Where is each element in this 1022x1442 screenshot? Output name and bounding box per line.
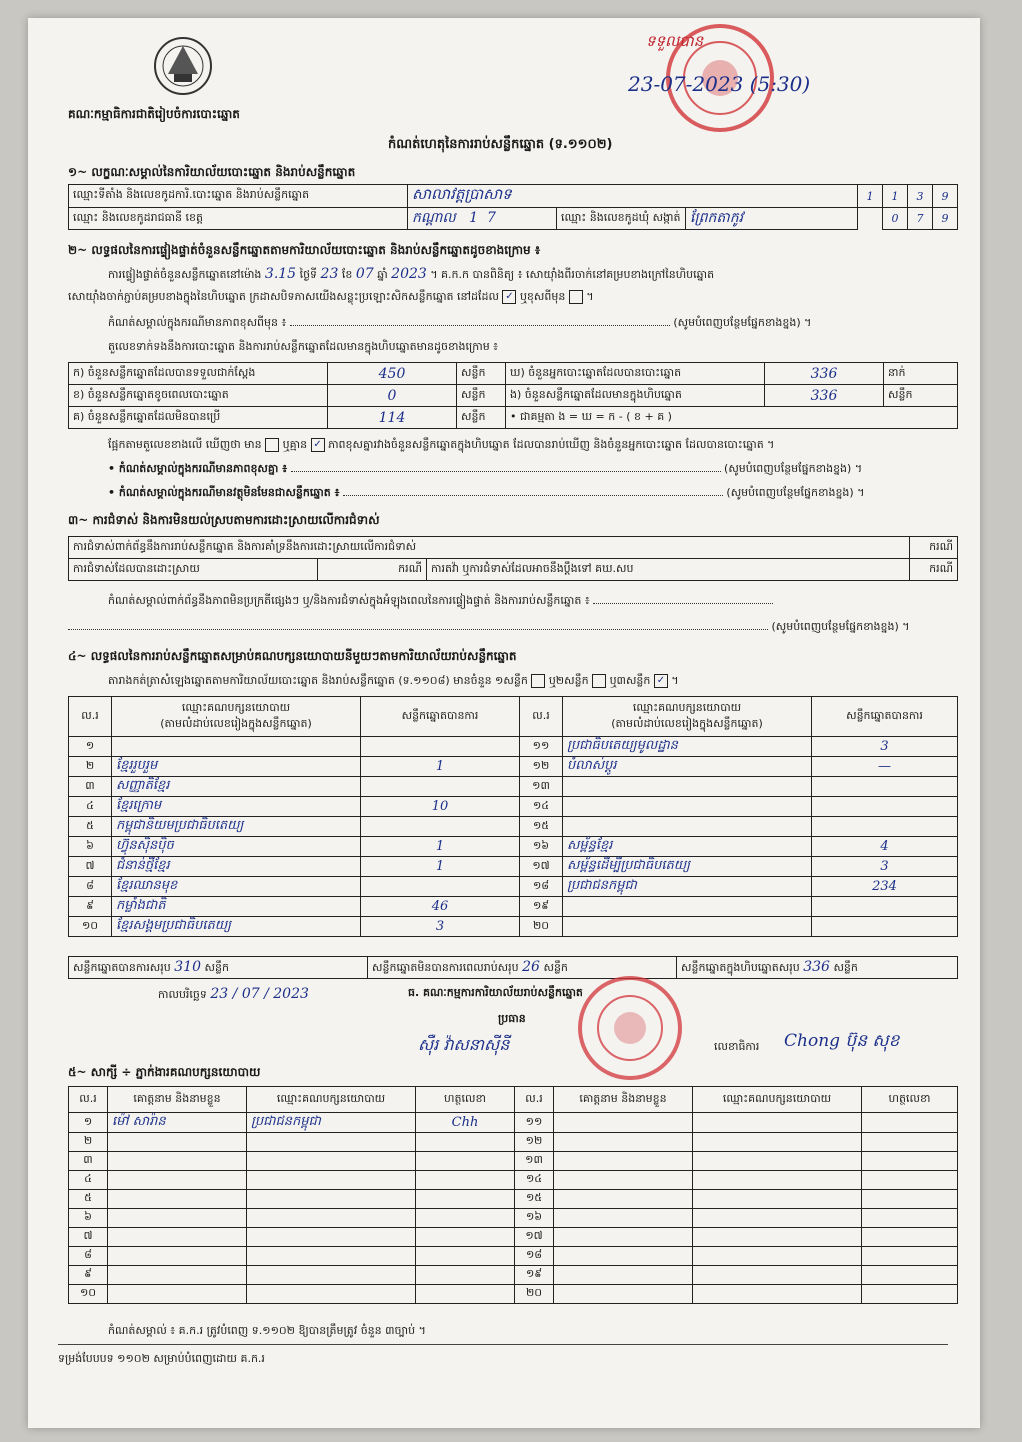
results-col-party-right: ឈ្មោះគណបក្សនយោបាយ (តាមលំដាប់លេខរៀងក្នុងសន្លឹកឆ្នោត) — [563, 697, 812, 737]
witness-signature — [416, 1152, 515, 1171]
witness-name — [108, 1171, 247, 1190]
location-code-4: 9 — [933, 185, 958, 208]
witness-party — [247, 1152, 416, 1171]
witness-signature — [862, 1228, 958, 1247]
table-row — [69, 1152, 958, 1171]
received-ballots-label: ក) ចំនួនសន្លឹកឆ្នោតដែលបានទទួលជាក់ស្តែង — [69, 363, 328, 385]
party-votes — [361, 777, 520, 797]
row-number: ១៣ — [520, 777, 563, 797]
witness-party — [247, 1247, 416, 1266]
witness-name — [554, 1228, 693, 1247]
party-name — [563, 817, 812, 837]
witness-party — [693, 1228, 862, 1247]
row-number: ២ — [69, 757, 112, 777]
section4-title: ៤~ លទ្ធផលនៃការរាប់សន្លឹកឆ្នោតសម្រាប់គណបក្សនយោបាយនីមួយៗតាមការិយាល័យរាប់សន្លឹកឆ្នោត — [68, 649, 517, 663]
witness-signature — [416, 1266, 515, 1285]
ballots-in-box-label: ង) ចំនួនសន្លឹកឆ្នោតដែលមានក្នុងហិបឆ្នោត — [506, 385, 765, 407]
witness-name — [108, 1228, 247, 1247]
party-name: សម្ព័ន្ធខ្មែរ — [563, 837, 812, 857]
location-value: សាលាវត្តប្រាសាទ — [408, 185, 858, 208]
party-votes — [812, 797, 958, 817]
irregularity-note: កំណត់សម្គាល់ពាក់ព័ន្ធនឹងភាពមិនប្រក្រតីផ្សេងៗ ឬ/និងការជំទាស់ក្នុងអំឡុងពេលនៃការផ្ទៀងផ្ទាត់ និងការរាប់សន្លឹកឆ្នោត ៖ — [108, 594, 968, 610]
witness-name — [554, 1247, 693, 1266]
witness-name — [554, 1171, 693, 1190]
chair-label: ប្រធាន — [498, 1012, 526, 1025]
row-number: ៥ — [69, 1190, 108, 1209]
objection-related-unit: ករណី — [909, 537, 957, 559]
party-name: ខ្មែរឈានមុខ — [112, 877, 361, 897]
secretary-signature: Chong ប៊ុន សុខ — [784, 1031, 900, 1051]
witness-party — [693, 1190, 862, 1209]
witness-name — [554, 1266, 693, 1285]
row-number: ១ — [69, 737, 112, 757]
row-number: ៩ — [69, 897, 112, 917]
table-row — [69, 797, 958, 817]
section1-title: ១~ លក្ខណៈសម្គាល់នៃការិយាល័យបោះឆ្នោត និងរាប់សន្លឹកឆ្នោត — [68, 165, 356, 179]
witness-name — [108, 1266, 247, 1285]
one-sheet-checkbox[interactable] — [531, 674, 545, 688]
row-number: ៦ — [69, 837, 112, 857]
witness-party — [693, 1152, 862, 1171]
results-col-votes-left: សន្លឹកឆ្នោតបានការ — [361, 697, 520, 737]
party-results-table — [68, 696, 958, 937]
party-votes: 4 — [812, 837, 958, 857]
party-name — [112, 737, 361, 757]
location-code-3: 3 — [908, 185, 933, 208]
discrepancy-note: • កំណត់សម្គាល់ក្នុងករណីមានភាពខុសគ្នា ៖ (សូមបំពេញបន្ថែមផ្នែកខាងខ្នង) ។ — [108, 462, 863, 475]
objection-table — [68, 536, 958, 581]
unused-ballots-unit: សន្លឹក — [457, 407, 506, 429]
party-votes: 3 — [812, 857, 958, 877]
party-name: កម្លាំងជាតិ — [112, 897, 361, 917]
voters-label: ឃ) ចំនួនអ្នកបោះឆ្នោតដែលបានបោះឆ្នោត — [506, 363, 765, 385]
witness-signature — [862, 1266, 958, 1285]
province-value: កណ្តាល 1 7 — [408, 208, 557, 230]
row-number: ១៦ — [520, 837, 563, 857]
witness-signature — [416, 1247, 515, 1266]
witness-signature — [416, 1209, 515, 1228]
witness-party — [247, 1133, 416, 1152]
difference-note-line: កំណត់សម្គាល់ក្នុងករណីមានភាពខុសពីមុន ៖ (សូមបំពេញបន្ថែមផ្នែកខាងខ្នង) ។ — [108, 316, 812, 329]
spoiled-ballots-value: 0 — [328, 385, 457, 407]
objection-resolved-unit: ករណី — [318, 559, 427, 581]
row-number: ៥ — [69, 817, 112, 837]
total-invalid: សន្លឹកឆ្នោតមិនបានការពេលរាប់សរុប 26 សន្លឹក — [368, 957, 677, 979]
witness-body — [69, 1113, 958, 1304]
row-number: ២ — [69, 1133, 108, 1152]
witness-party: ប្រជាជនកម្ពុជា — [247, 1113, 416, 1133]
witness-name — [554, 1209, 693, 1228]
party-votes — [812, 777, 958, 797]
commune-code-1: 0 — [883, 208, 908, 230]
party-name: ខ្មែរក្រោម — [112, 797, 361, 817]
table-row — [69, 917, 958, 937]
commune-label: ឈ្មោះ និងលេខកូដឃុំ សង្កាត់ — [557, 208, 686, 230]
total-valid: សន្លឹកឆ្នោតបានការសរុប 310 សន្លឹក — [69, 957, 368, 979]
secretary-label: លេខាធិការ — [714, 1040, 760, 1053]
row-number: ១៣ — [515, 1152, 554, 1171]
row-number: ១២ — [515, 1133, 554, 1152]
party-votes — [812, 897, 958, 917]
witness-party — [247, 1285, 416, 1304]
table-row — [69, 757, 958, 777]
row-number: ៨ — [69, 1247, 108, 1266]
table-row — [69, 877, 958, 897]
totals-row — [68, 956, 958, 979]
witness-signature — [862, 1133, 958, 1152]
commune-code-2: 7 — [908, 208, 933, 230]
party-name — [563, 777, 812, 797]
row-number: ១៨ — [515, 1247, 554, 1266]
witness-party — [693, 1133, 862, 1152]
row-number: ៣ — [69, 1152, 108, 1171]
party-votes: 1 — [361, 757, 520, 777]
witness-signature — [862, 1190, 958, 1209]
party-name: ប្រជាជនកម្ពុជា — [563, 877, 812, 897]
witness-name — [108, 1133, 247, 1152]
committee-stamp-icon — [568, 973, 698, 1083]
row-number: ១ — [69, 1113, 108, 1133]
party-votes: — — [812, 757, 958, 777]
party-votes: 3 — [361, 917, 520, 937]
row-number: ២០ — [515, 1285, 554, 1304]
table-row — [69, 1190, 958, 1209]
results-col-no-right: ល.រ — [520, 697, 563, 737]
witness-col-sign-right: ហត្ថលេខា — [862, 1087, 958, 1113]
footer-divider — [58, 1344, 948, 1345]
section5-title: ៥~ សាក្សី ÷ ភ្នាក់ងារគណបក្សនយោបាយ — [68, 1065, 261, 1079]
location-code-2: 1 — [883, 185, 908, 208]
witness-name — [554, 1113, 693, 1133]
witness-party — [693, 1247, 862, 1266]
witness-signature — [416, 1228, 515, 1247]
row-number: ១៧ — [515, 1228, 554, 1247]
party-name — [563, 797, 812, 817]
party-votes — [361, 877, 520, 897]
stamp-received-text: ទទួលបាន — [646, 32, 704, 50]
party-votes: 1 — [361, 837, 520, 857]
witness-party — [247, 1266, 416, 1285]
party-votes — [361, 737, 520, 757]
witness-signature — [416, 1285, 515, 1304]
witness-col-party-right: ឈ្មោះគណបក្សនយោបាយ — [693, 1087, 862, 1113]
row-number: ១៩ — [520, 897, 563, 917]
witness-signature: Chh — [416, 1113, 515, 1133]
nec-emblem-icon — [148, 34, 218, 98]
witness-signature — [862, 1285, 958, 1304]
party-name: ខ្មែររួបរួម — [112, 757, 361, 777]
row-number: ១១ — [520, 737, 563, 757]
commune-code-3: 9 — [933, 208, 958, 230]
witness-signature — [416, 1190, 515, 1209]
ballot-count-table — [68, 362, 958, 429]
party-votes: 234 — [812, 877, 958, 897]
appeal-unit: ករណី — [909, 559, 957, 581]
witness-col-party-left: ឈ្មោះគណបក្សនយោបាយ — [247, 1087, 416, 1113]
party-votes — [361, 817, 520, 837]
row-number: ៦ — [69, 1209, 108, 1228]
location-table — [68, 184, 958, 230]
location-code-1: 1 — [858, 185, 883, 208]
witness-party — [693, 1113, 862, 1133]
row-number: ១០ — [69, 1285, 108, 1304]
party-votes — [812, 817, 958, 837]
table-row — [69, 837, 958, 857]
witness-col-sign-left: ហត្ថលេខា — [416, 1087, 515, 1113]
row-number: ៧ — [69, 1228, 108, 1247]
row-number: ១៤ — [520, 797, 563, 817]
table-row — [69, 1171, 958, 1190]
committee-label: ធ. គណៈកម្មការការិយាល័យរាប់សន្លឹកឆ្នោត — [408, 986, 583, 999]
row-number: ៣ — [69, 777, 112, 797]
unused-ballots-label: គ) ចំនួនសន្លឹកឆ្នោតដែលមិនបានប្រើ — [69, 407, 328, 429]
form-footer: ទម្រង់បែបបទ ១១០២ សម្រាប់បំពេញដោយ គ.ក.រ — [58, 1352, 265, 1365]
received-ballots-unit: សន្លឹក — [457, 363, 506, 385]
party-votes: 10 — [361, 797, 520, 817]
voters-value: 336 — [765, 363, 884, 385]
voters-unit: នាក់ — [884, 363, 958, 385]
party-votes: 46 — [361, 897, 520, 917]
witness-party — [693, 1285, 862, 1304]
chair-signature: ស៊ឺរ វ៉ាសនាស៊ីនី — [418, 1035, 510, 1054]
table-row — [69, 1285, 958, 1304]
objection-resolved-label: ការជំទាស់ដែលបានដោះស្រាយ — [69, 559, 318, 581]
witness-signature — [862, 1113, 958, 1133]
party-name: សម្ព័ន្ធដើម្បីប្រជាធិបតេយ្យ — [563, 857, 812, 877]
appeal-label: ការតវ៉ា ឬការជំទាស់ដែលអាចនឹងប្តឹងទៅ គឃ.សប — [427, 559, 910, 581]
spoiled-ballots-unit: សន្លឹក — [457, 385, 506, 407]
two-sheets-checkbox[interactable] — [592, 674, 606, 688]
table-row — [69, 1133, 958, 1152]
results-col-no-left: ល.រ — [69, 697, 112, 737]
results-col-votes-right: សន្លឹកឆ្នោតបានការ — [812, 697, 958, 737]
table-row — [69, 897, 958, 917]
spoiled-ballots-label: ខ) ចំនួនសន្លឹកឆ្នោតខូចពេលបោះឆ្នោត — [69, 385, 328, 407]
witness-name — [108, 1209, 247, 1228]
witness-name — [554, 1285, 693, 1304]
party-votes — [812, 917, 958, 937]
witness-party — [247, 1190, 416, 1209]
witness-party — [247, 1171, 416, 1190]
table-row — [69, 777, 958, 797]
table-row — [69, 1247, 958, 1266]
party-name: សញ្ញាតិខ្មែរ — [112, 777, 361, 797]
results-col-party-left: ឈ្មោះគណបក្សនយោបាយ (តាមលំដាប់លេខរៀងក្នុងសន្លឹកឆ្នោត) — [112, 697, 361, 737]
row-number: ១៦ — [515, 1209, 554, 1228]
row-number: ១៧ — [520, 857, 563, 877]
count-date: កាលបរិច្ឆេទ 23 / 07 / 2023 — [158, 986, 309, 1002]
witness-name — [108, 1285, 247, 1304]
witness-col-name-left: គោត្តនាម និងនាមខ្លួន — [108, 1087, 247, 1113]
witness-name — [108, 1247, 247, 1266]
witness-table — [68, 1086, 958, 1304]
agency-name: គណៈកម្មាធិការជាតិរៀបចំការបោះឆ្នោត — [68, 107, 240, 121]
witness-name — [108, 1190, 247, 1209]
witness-name — [554, 1133, 693, 1152]
form-title: កំណត់ហេតុនៃការរាប់សន្លឹកឆ្នោត (ទ.១១០២) — [388, 137, 613, 152]
discrepancy-no-checkbox[interactable]: ✓ — [311, 438, 325, 452]
witness-col-no-left: ល.រ — [69, 1087, 108, 1113]
witness-party — [693, 1266, 862, 1285]
party-name: បំលាស់ប្តូរ — [563, 757, 812, 777]
party-votes: 3 — [812, 737, 958, 757]
row-number: ២០ — [520, 917, 563, 937]
witness-signature — [862, 1171, 958, 1190]
witness-party — [247, 1209, 416, 1228]
table-row — [69, 817, 958, 837]
witness-signature — [862, 1247, 958, 1266]
commune-value: ព្រែកតាកូវ — [686, 208, 858, 230]
witness-party — [693, 1171, 862, 1190]
unused-ballots-value: 114 — [328, 407, 457, 429]
ballots-in-box-unit: សន្លឹក — [884, 385, 958, 407]
witness-col-no-right: ល.រ — [515, 1087, 554, 1113]
witness-name — [554, 1190, 693, 1209]
section3-title: ៣~ ការជំទាស់ និងការមិនយល់ស្របតាមការដោះស្រាយលើការជំទាស់ — [68, 513, 380, 527]
row-number: ១៨ — [520, 877, 563, 897]
table-row — [69, 737, 958, 757]
different-checkbox[interactable] — [569, 290, 583, 304]
witness-col-name-right: គោត្តនាម និងនាមខ្លួន — [554, 1087, 693, 1113]
row-number: ៨ — [69, 877, 112, 897]
row-number: ៤ — [69, 797, 112, 817]
table-intro: តួលេខទាក់ទងនឹងការបោះឆ្នោត និងការរាប់សន្លឹកឆ្នោតដែលមានក្នុងហិបឆ្នោតមានដូចខាងក្រោម ៖ — [108, 340, 499, 353]
witness-party — [247, 1228, 416, 1247]
footnote: កំណត់សម្គាល់ ៖ គ.ក.រ ត្រូវបំពេញ ទ.១១០២ ឱ្យបានត្រឹមត្រូវ ចំនួន ៣ច្បាប់ ។ — [108, 1324, 426, 1337]
row-number: ៧ — [69, 857, 112, 877]
row-number: ៤ — [69, 1171, 108, 1190]
witness-name — [108, 1152, 247, 1171]
stamp-received-date: 23-07-2023 (5:30) — [628, 72, 811, 96]
row-number: ១០ — [69, 917, 112, 937]
table-row — [69, 1209, 958, 1228]
witness-signature — [862, 1209, 958, 1228]
witness-party — [693, 1209, 862, 1228]
row-number: ១៥ — [520, 817, 563, 837]
table-row — [69, 1228, 958, 1247]
row-number: ១២ — [520, 757, 563, 777]
discrepancy-check-line: ផ្អែកតាមតួលេខខាងលើ ឃើញថា មាន ឬគ្មាន ✓ ភាពខុសគ្នារវាងចំនួនសន្លឹកឆ្នោតក្នុងហិបឆ្នោត ដែលបានរាប់ឃើញ និងចំនួនអ្នកបោះឆ្នោត ដែលបានបោះឆ្នោត ។ — [108, 438, 775, 451]
party-votes: 1 — [361, 857, 520, 877]
verification-line-2: សោយ៉ាំងចាក់ភ្ជាប់គម្របខាងក្នុងនៃហិបឆ្នោត ក្រដាសបិទភាសយើងសន្លុះប្រឡោះសិកសន្លឹកឆ្នោត នៅដដែល ✓ ឬខុសពីមុន ។ — [68, 290, 594, 303]
party-name: ហ៊្វុនស៊ិនប៉ិច — [112, 837, 361, 857]
witness-signature — [862, 1152, 958, 1171]
witness-signature — [416, 1171, 515, 1190]
party-name: កម្ពុជានិយមប្រជាធិបតេយ្យ — [112, 817, 361, 837]
table-row — [69, 1266, 958, 1285]
three-sheets-checkbox[interactable]: ✓ — [654, 674, 668, 688]
tally-sheet-line: តារាងកត់ត្រាសំឡេងឆ្នោតតាមការិយាល័យបោះឆ្នោត និងរាប់សន្លឹកឆ្នោត (ទ.១១០៨) មានចំនួន ១សន្លឹក ឬ២សន្លឹក ឬ៣សន្លឹក ✓ ។ — [108, 674, 679, 687]
discrepancy-yes-checkbox[interactable] — [265, 438, 279, 452]
witness-name — [554, 1152, 693, 1171]
party-results-body — [69, 737, 958, 937]
party-name: ជំនាន់ថ្មីខ្មែរ — [112, 857, 361, 877]
foreign-object-note: • កំណត់សម្គាល់ក្នុងករណីមានវត្ថុមិនមែនជាសន្លឹកឆ្នោត ៖ (សូមបំពេញបន្ថែមផ្នែកខាងខ្នង) ។ — [108, 486, 865, 499]
formula-text: • ជាគម្មតា ង = ឃ = ក - ( ខ + គ ) — [506, 407, 958, 429]
party-name: ប្រជាធិបតេយ្យមូលដ្ឋាន — [563, 737, 812, 757]
same-checkbox[interactable]: ✓ — [502, 290, 516, 304]
witness-signature — [416, 1133, 515, 1152]
irregularity-note-cont: (សូមបំពេញបន្ថែមផ្នែកខាងខ្នង) ។ — [68, 620, 968, 636]
province-label: ឈ្មោះ និងលេខកូដរាជធានី ខេត្ត — [69, 208, 408, 230]
total-in-box: សន្លឹកឆ្នោតក្នុងហិបឆ្នោតសរុប 336 សន្លឹក — [677, 957, 958, 979]
row-number: ១៤ — [515, 1171, 554, 1190]
location-label: ឈ្មោះទីតាំង និងលេខកូដការិ.បោះឆ្នោត និងរាប់សន្លឹកឆ្នោត — [69, 185, 408, 208]
section2-title: ២~ លទ្ធផលនៃការផ្ទៀងផ្ទាត់ចំនួនសន្លឹកឆ្នោតតាមការិយាល័យបោះឆ្នោត និងរាប់សន្លឹកឆ្នោតដូចខាងក្រោម ៖ — [68, 243, 541, 257]
row-number: ១១ — [515, 1113, 554, 1133]
ballots-in-box-value: 336 — [765, 385, 884, 407]
row-number: ១៥ — [515, 1190, 554, 1209]
table-row — [69, 857, 958, 877]
objection-related-label: ការជំទាស់ពាក់ព័ន្ធនឹងការរាប់សន្លឹកឆ្នោត និងការគាំទ្រនឹងការដោះស្រាយលើការជំទាស់ — [69, 537, 910, 559]
document-page — [28, 18, 980, 1428]
party-name: ខ្មែរសង្គមប្រជាធិបតេយ្យ — [112, 917, 361, 937]
witness-name: ម៉ៅ សារ៉ាន — [108, 1113, 247, 1133]
table-row — [69, 1113, 958, 1133]
received-ballots-value: 450 — [328, 363, 457, 385]
row-number: ១៩ — [515, 1266, 554, 1285]
party-name — [563, 897, 812, 917]
row-number: ៩ — [69, 1266, 108, 1285]
party-name — [563, 917, 812, 937]
verification-line-1: ការផ្ទៀងផ្ទាត់ចំនួនសន្លឹកឆ្នោតនៅម៉ោង 3.15 ថ្ងៃទី 23 ខែ 07 ឆ្នាំ 2023 ។ គ.ក.ក បានពិនិត្យ ៖ សោយ៉ាំងពីរចាក់នៅគម្របខាងក្រៅនៃហិបឆ្នោត — [108, 266, 715, 282]
